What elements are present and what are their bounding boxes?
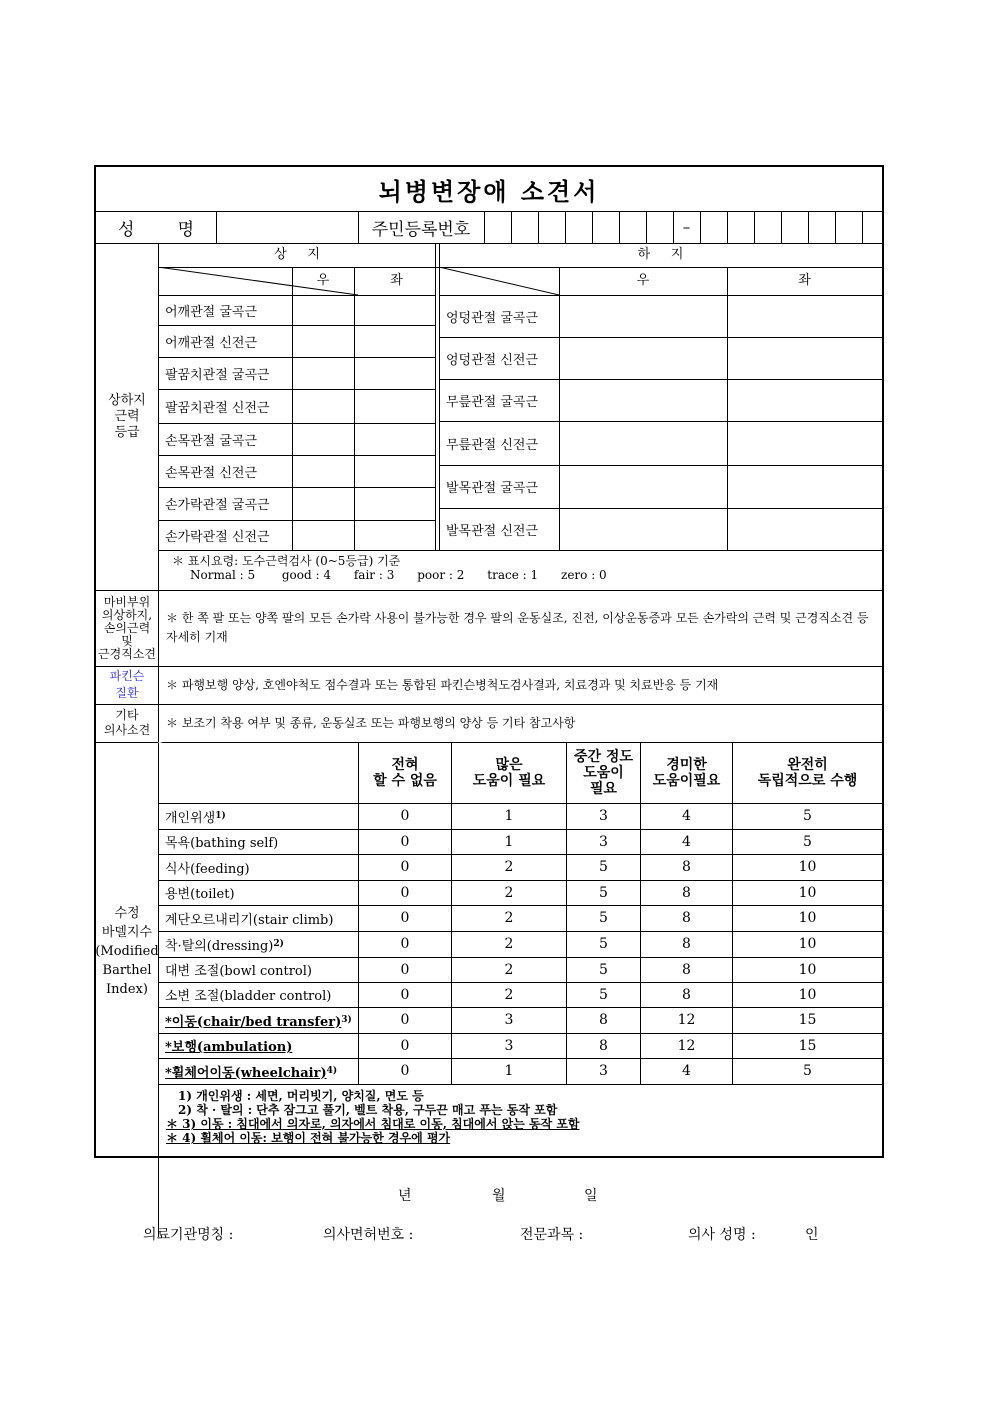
barthel-score-cell[interactable]: 5 [599, 884, 608, 901]
doctor-name-label: 의사 성명 : [688, 1227, 756, 1243]
strength-note-line2: Normal : 5 good : 4 fair : 3 poor : 2 trace : 1 zero : 0 [190, 568, 607, 582]
lower-muscle-label: 발목관절 굴곡근 [446, 481, 539, 496]
disability-report-form [94, 165, 884, 1158]
barthel-item-text: 식사(feeding) [165, 861, 250, 877]
lower-left-grade-cell[interactable] [728, 338, 881, 378]
lower-muscle-label: 무릎관절 굴곡근 [446, 394, 539, 410]
barthel-score-cell[interactable]: 8 [682, 884, 691, 901]
upper-limb-header: 상 지 [274, 247, 320, 262]
lower-left-grade-cell[interactable] [728, 380, 881, 420]
upper-right-grade-cell[interactable] [355, 456, 434, 486]
barthel-score-cell[interactable]: 3 [599, 808, 608, 824]
upper-right-grade-cell[interactable] [355, 488, 434, 519]
upper-right-grade-cell[interactable] [355, 358, 434, 388]
barthel-score-cell[interactable]: 3 [504, 1037, 514, 1054]
barthel-score-cell[interactable]: 0 [400, 910, 410, 926]
barthel-item-footnote-ref: 1) [215, 811, 226, 821]
barthel-note-1: 1) 개인위생 : 세면, 머리빗기, 양치질, 면도 등 [178, 1089, 424, 1103]
other-opinion-label: 기타 의사소견 [103, 708, 151, 737]
license-label: 의사면허번호 : [323, 1227, 414, 1243]
barthel-item-footnote-ref: 2) [273, 939, 284, 949]
barthel-notes [166, 1089, 866, 1145]
barthel-item-label [159, 803, 358, 829]
barthel-item-label [159, 957, 358, 982]
barthel-score-cell[interactable]: 1 [504, 1063, 514, 1079]
barthel-score-cell[interactable]: 10 [798, 936, 817, 952]
institution-label: 의료기관명칭 : [143, 1227, 234, 1243]
barthel-score-cell[interactable]: 2 [504, 884, 514, 901]
barthel-score-cell[interactable]: 4 [682, 808, 691, 824]
form-title: 뇌병변장애 소견서 [378, 176, 600, 206]
barthel-item-label [159, 829, 358, 854]
barthel-score-cell[interactable]: 15 [798, 1037, 817, 1054]
lower-right-grade-cell[interactable] [560, 466, 726, 507]
barthel-score-cell[interactable]: 0 [400, 884, 410, 901]
barthel-header-0: 전혀 할 수 없음 [373, 756, 437, 789]
barthel-item-label [159, 931, 358, 957]
barthel-item-text: 개인위생 [165, 810, 216, 826]
upper-muscle-label: 손가락관절 신전근 [165, 529, 270, 545]
barthel-score-cell[interactable]: 5 [803, 833, 812, 850]
name-field[interactable] [217, 212, 357, 242]
barthel-score-cell[interactable]: 10 [798, 910, 817, 926]
barthel-item-label [159, 982, 358, 1007]
barthel-note-3: ＊ 3) 이동 : 침대에서 의자로, 의자에서 침대로 이동, 침대에서 앉는 동작 포함 [166, 1117, 580, 1131]
upper-grade-cell[interactable] [293, 456, 353, 486]
barthel-score-cell[interactable]: 5 [803, 808, 812, 824]
upper-grade-cell[interactable] [293, 296, 353, 324]
barthel-score-cell[interactable]: 5 [599, 961, 608, 978]
barthel-item-text: 용변(toilet) [165, 887, 235, 902]
barthel-item-label [159, 1007, 358, 1033]
upper-right-header: 우 [316, 273, 330, 288]
paralysis-text: ＊ 한 쪽 팔 또는 양쪽 팔의 모든 손가락 사용이 불가능한 경우 팔의 운동실조, 진전, 이상운동증과 모든 손가락의 근력 및 근경직소견 등 자세히 기재 [166, 611, 869, 644]
lower-left-grade-cell[interactable] [728, 422, 881, 464]
barthel-score-cell[interactable]: 8 [682, 859, 691, 875]
barthel-item-text: *이동(chair/bed transfer) [165, 1014, 342, 1030]
barthel-score-cell[interactable]: 8 [599, 1037, 608, 1054]
parkinson-text: ＊ 파행보행 양상, 호엔야척도 점수결과 또는 통합된 파킨슨병척도검사결과, 치료경과 및 치료반응 등 기재 [166, 678, 719, 692]
seal-label: 인 [805, 1227, 819, 1243]
upper-right-grade-cell[interactable] [355, 326, 434, 356]
upper-grade-cell[interactable] [293, 424, 353, 454]
barthel-header-1: 많은 도움이 필요 [472, 756, 546, 789]
barthel-score-cell[interactable]: 15 [798, 1012, 817, 1028]
barthel-score-cell[interactable]: 10 [798, 961, 817, 978]
paralysis-label: 마비부위 의상하지, 손의근력 및 근경직소견 [98, 594, 156, 661]
barthel-diagonal-header [158, 742, 358, 803]
upper-left-header: 좌 [390, 273, 403, 288]
barthel-score-cell[interactable]: 5 [803, 1063, 812, 1079]
barthel-score-cell[interactable]: 5 [599, 859, 608, 875]
other-opinion-text: ＊ 보조기 착용 여부 및 종류, 운동실조 또는 파행보행의 양상 등 기타 참고사항 [166, 716, 576, 730]
barthel-score-cell[interactable]: 1 [504, 833, 514, 850]
upper-muscle-label: 손목관절 신전근 [165, 465, 258, 481]
barthel-score-cell[interactable]: 3 [504, 1012, 514, 1028]
barthel-score-cell[interactable]: 5 [599, 986, 608, 1003]
barthel-score-cell[interactable]: 0 [400, 808, 410, 824]
barthel-score-cell[interactable]: 12 [677, 1012, 696, 1028]
barthel-score-cell[interactable]: 2 [504, 986, 514, 1003]
upper-muscle-label: 손목관절 굴곡근 [165, 433, 258, 449]
barthel-label: 수정 바델지수 (Modified Barthel Index) [95, 905, 159, 997]
barthel-item-footnote-ref: 4) [326, 1066, 338, 1076]
barthel-score-cell[interactable]: 10 [798, 859, 817, 875]
barthel-score-cell[interactable]: 8 [682, 936, 691, 952]
lower-muscle-label: 무릎관절 신전근 [446, 437, 539, 453]
barthel-score-cell[interactable]: 8 [682, 961, 691, 978]
barthel-score-cell[interactable]: 4 [682, 1063, 691, 1079]
barthel-score-cell[interactable]: 4 [682, 833, 691, 850]
strength-note-line1: ＊ 표시요령: 도수근력검사 (0~5등급) 기준 [172, 554, 401, 568]
upper-muscle-label: 팔꿈치관절 신전근 [165, 400, 270, 416]
rrn-label: 주민등록번호 [371, 219, 471, 240]
lower-left-header: 좌 [798, 273, 811, 288]
barthel-score-cell[interactable]: 5 [599, 936, 608, 952]
lower-right-grade-cell[interactable] [560, 422, 726, 464]
barthel-score-cell[interactable]: 0 [400, 833, 410, 850]
strength-note [172, 554, 872, 582]
lower-limb-header: 하 지 [637, 247, 684, 262]
barthel-item-text: *보행(ambulation) [165, 1040, 293, 1055]
upper-right-grade-cell[interactable] [355, 424, 434, 454]
barthel-score-cell[interactable]: 2 [504, 961, 514, 978]
barthel-score-cell[interactable]: 8 [682, 986, 691, 1003]
upper-grade-cell[interactable] [293, 521, 353, 549]
barthel-header-2: 중간 정도 도움이 필요 [574, 748, 633, 797]
barthel-score-cell[interactable]: 0 [400, 1063, 410, 1079]
lower-muscle-label: 엉덩관절 신전근 [446, 352, 539, 368]
upper-right-grade-cell[interactable] [355, 521, 434, 549]
lower-left-grade-cell[interactable] [728, 466, 881, 507]
barthel-item-text: 착·탈의(dressing) [165, 938, 274, 954]
barthel-score-cell[interactable]: 5 [599, 910, 608, 926]
upper-grade-cell[interactable] [293, 390, 353, 422]
upper-right-grade-cell[interactable] [355, 296, 434, 324]
date-day: 일 [584, 1188, 598, 1204]
lower-muscle-label: 발목관절 신전근 [446, 523, 539, 539]
upper-muscle-label: 어깨관절 신전근 [165, 335, 258, 351]
barthel-score-cell[interactable]: 0 [400, 1037, 410, 1054]
barthel-score-cell[interactable]: 3 [599, 1063, 608, 1079]
lower-diagonal-header [439, 267, 559, 295]
barthel-score-cell[interactable]: 0 [400, 859, 410, 875]
barthel-score-cell[interactable]: 10 [798, 884, 817, 901]
barthel-score-cell[interactable]: 12 [677, 1037, 696, 1054]
upper-muscle-label: 어깨관절 굴곡근 [165, 304, 258, 320]
barthel-item-label [159, 880, 358, 905]
lower-left-grade-cell[interactable] [728, 509, 881, 549]
upper-right-grade-cell[interactable] [355, 390, 434, 422]
barthel-item-text: 소변 조절(bladder control) [165, 989, 332, 1004]
upper-muscle-label: 손가락관절 굴곡근 [165, 498, 270, 513]
barthel-note-2: 2) 착 · 탈의 : 단추 잠그고 풀기, 벨트 착용, 구두끈 매고 푸는 동작 포함 [178, 1103, 558, 1117]
barthel-score-cell[interactable]: 8 [599, 1012, 608, 1028]
strength-section-label: 상하지 근력 등급 [108, 392, 146, 440]
barthel-item-text: 목욕(bathing self) [165, 836, 279, 851]
barthel-item-footnote-ref: 3) [341, 1015, 352, 1025]
barthel-score-cell[interactable]: 0 [400, 936, 410, 952]
lower-right-grade-cell[interactable] [560, 296, 726, 336]
date-year: 년 [398, 1188, 412, 1204]
barthel-header-3: 경미한 도움이필요 [652, 756, 721, 789]
barthel-score-cell[interactable]: 1 [504, 808, 514, 824]
barthel-item-label [159, 1058, 358, 1084]
barthel-score-cell[interactable]: 2 [504, 910, 514, 926]
barthel-item-label [159, 905, 358, 931]
rrn-dash: – [682, 218, 691, 236]
date-month: 월 [492, 1188, 506, 1204]
lower-left-grade-cell[interactable] [728, 296, 881, 336]
parkinson-label: 파킨슨 질환 [109, 669, 145, 700]
upper-muscle-label: 팔꿈치관절 굴곡근 [165, 367, 270, 383]
barthel-score-cell[interactable]: 0 [400, 1012, 410, 1028]
barthel-item-text: *휠체어이동(wheelchair) [165, 1065, 327, 1081]
lower-right-grade-cell[interactable] [560, 509, 726, 549]
barthel-score-cell[interactable]: 3 [599, 833, 608, 850]
lower-right-grade-cell[interactable] [560, 380, 726, 420]
barthel-item-label [159, 1033, 358, 1058]
name-label: 성 명 [117, 219, 195, 240]
barthel-score-cell[interactable]: 0 [400, 986, 410, 1003]
barthel-score-cell[interactable]: 2 [504, 936, 514, 952]
barthel-item-text: 대변 조절(bowl control) [165, 964, 312, 979]
barthel-header-4: 완전히 독립적으로 수행 [757, 756, 858, 789]
specialty-label: 전문과목 : [520, 1227, 584, 1243]
barthel-item-text: 계단오르내리기(stair climb) [165, 912, 334, 928]
barthel-note-4: ＊ 4) 휠체어 이동: 보행이 전혀 불가능한 경우에 평가 [166, 1131, 451, 1145]
barthel-score-cell[interactable]: 8 [682, 910, 691, 926]
lower-right-header: 우 [636, 273, 650, 288]
barthel-score-cell[interactable]: 2 [504, 859, 514, 875]
upper-grade-cell[interactable] [293, 358, 353, 388]
barthel-item-label [159, 854, 358, 880]
lower-muscle-label: 엉덩관절 굴곡근 [446, 310, 539, 326]
upper-grade-cell[interactable] [293, 326, 353, 356]
upper-grade-cell[interactable] [293, 488, 353, 519]
lower-right-grade-cell[interactable] [560, 338, 726, 378]
barthel-score-cell[interactable]: 0 [400, 961, 410, 978]
barthel-score-cell[interactable]: 10 [798, 986, 817, 1003]
